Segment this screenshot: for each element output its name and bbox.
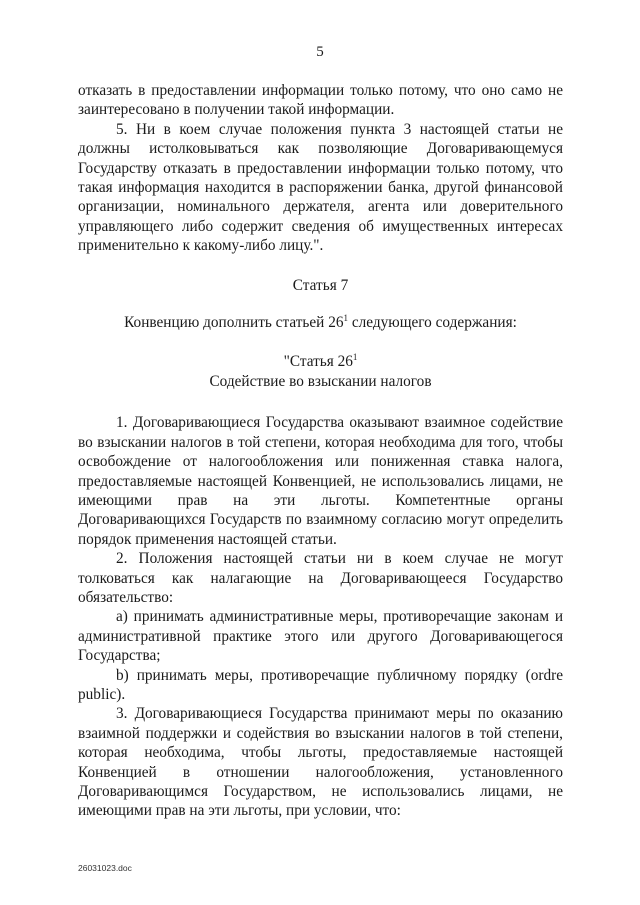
article-26-1-item-1: 1. Договаривающиеся Государства оказывают взаимное содействие во взыскании налогов в той степени, которая необходима для того, чтобы освобождение от налогообложения или пониженная ставка налога, предоставляемые настоящей Конвенцией, не использовались лицами, не имеющими прав на эти льготы. Компетентные органы Договаривающихся Государств по взаимному согласию могут определить порядок применения настоящей статьи. xyxy=(78,414,563,548)
article-26-1-item-2b: b) принимать меры, противоречащие публичному порядку (ordre public). xyxy=(78,666,563,703)
article-26-1-heading xyxy=(78,352,563,371)
article-7-intro xyxy=(78,313,563,332)
article-26-1-heading-text: "Статья 26 xyxy=(283,353,353,371)
article-26-1-item-2a: a) принимать административные меры, противоречащие законам и административной практике этого или другого Договаривающегося Государства; xyxy=(78,608,563,665)
file-name-footer: 26031023.doc xyxy=(78,863,132,873)
page-number: 5 xyxy=(316,44,324,60)
article-26-1-subheading: Содействие во взыскании налогов xyxy=(209,372,432,390)
article-26-1-heading-sup: 1 xyxy=(352,352,358,363)
article-7-intro-text: Конвенцию дополнить статьей 26 xyxy=(124,314,344,332)
paragraph-continuation: отказать в предоставлении информации только потому, что оно само не заинтересовано в получении такой информации. xyxy=(78,82,563,119)
article-26-1-item-3: 3. Договаривающиеся Государства принимают меры по оказанию взаимной поддержки и содействия во взыскании налогов в той степени, которая необходима, чтобы льготы, предоставляемые настоящей Конвенцией в отношении налогообложения, установленного Договаривающимся Государством, не использовались лицами, не имеющими прав на эти льготы, при условии, что: xyxy=(78,705,563,820)
article-7-intro-sup: 1 xyxy=(343,312,348,323)
article-26-1-item-2: 2. Положения настоящей статьи ни в коем случае не могут толковаться как налагающие на Договаривающееся Государство обязательство: xyxy=(78,550,563,606)
paragraph-item-5: 5. Ни в коем случае положения пункта 3 настоящей статьи не должны истолковываться как позволяющие Договаривающемуся Государству отказать в предоставлении информации только потому, что такая информация находится в распоряжении банка, другой финансовой организации, номинального держателя, агента или доверительного управляющего либо содержит сведения об имущественных интересах применительно к какому-либо лицу.". xyxy=(78,120,563,255)
article-7-heading: Статья 7 xyxy=(292,276,349,294)
article-7-intro-tail: следующего содержания: xyxy=(348,314,517,332)
document-body xyxy=(78,81,563,821)
